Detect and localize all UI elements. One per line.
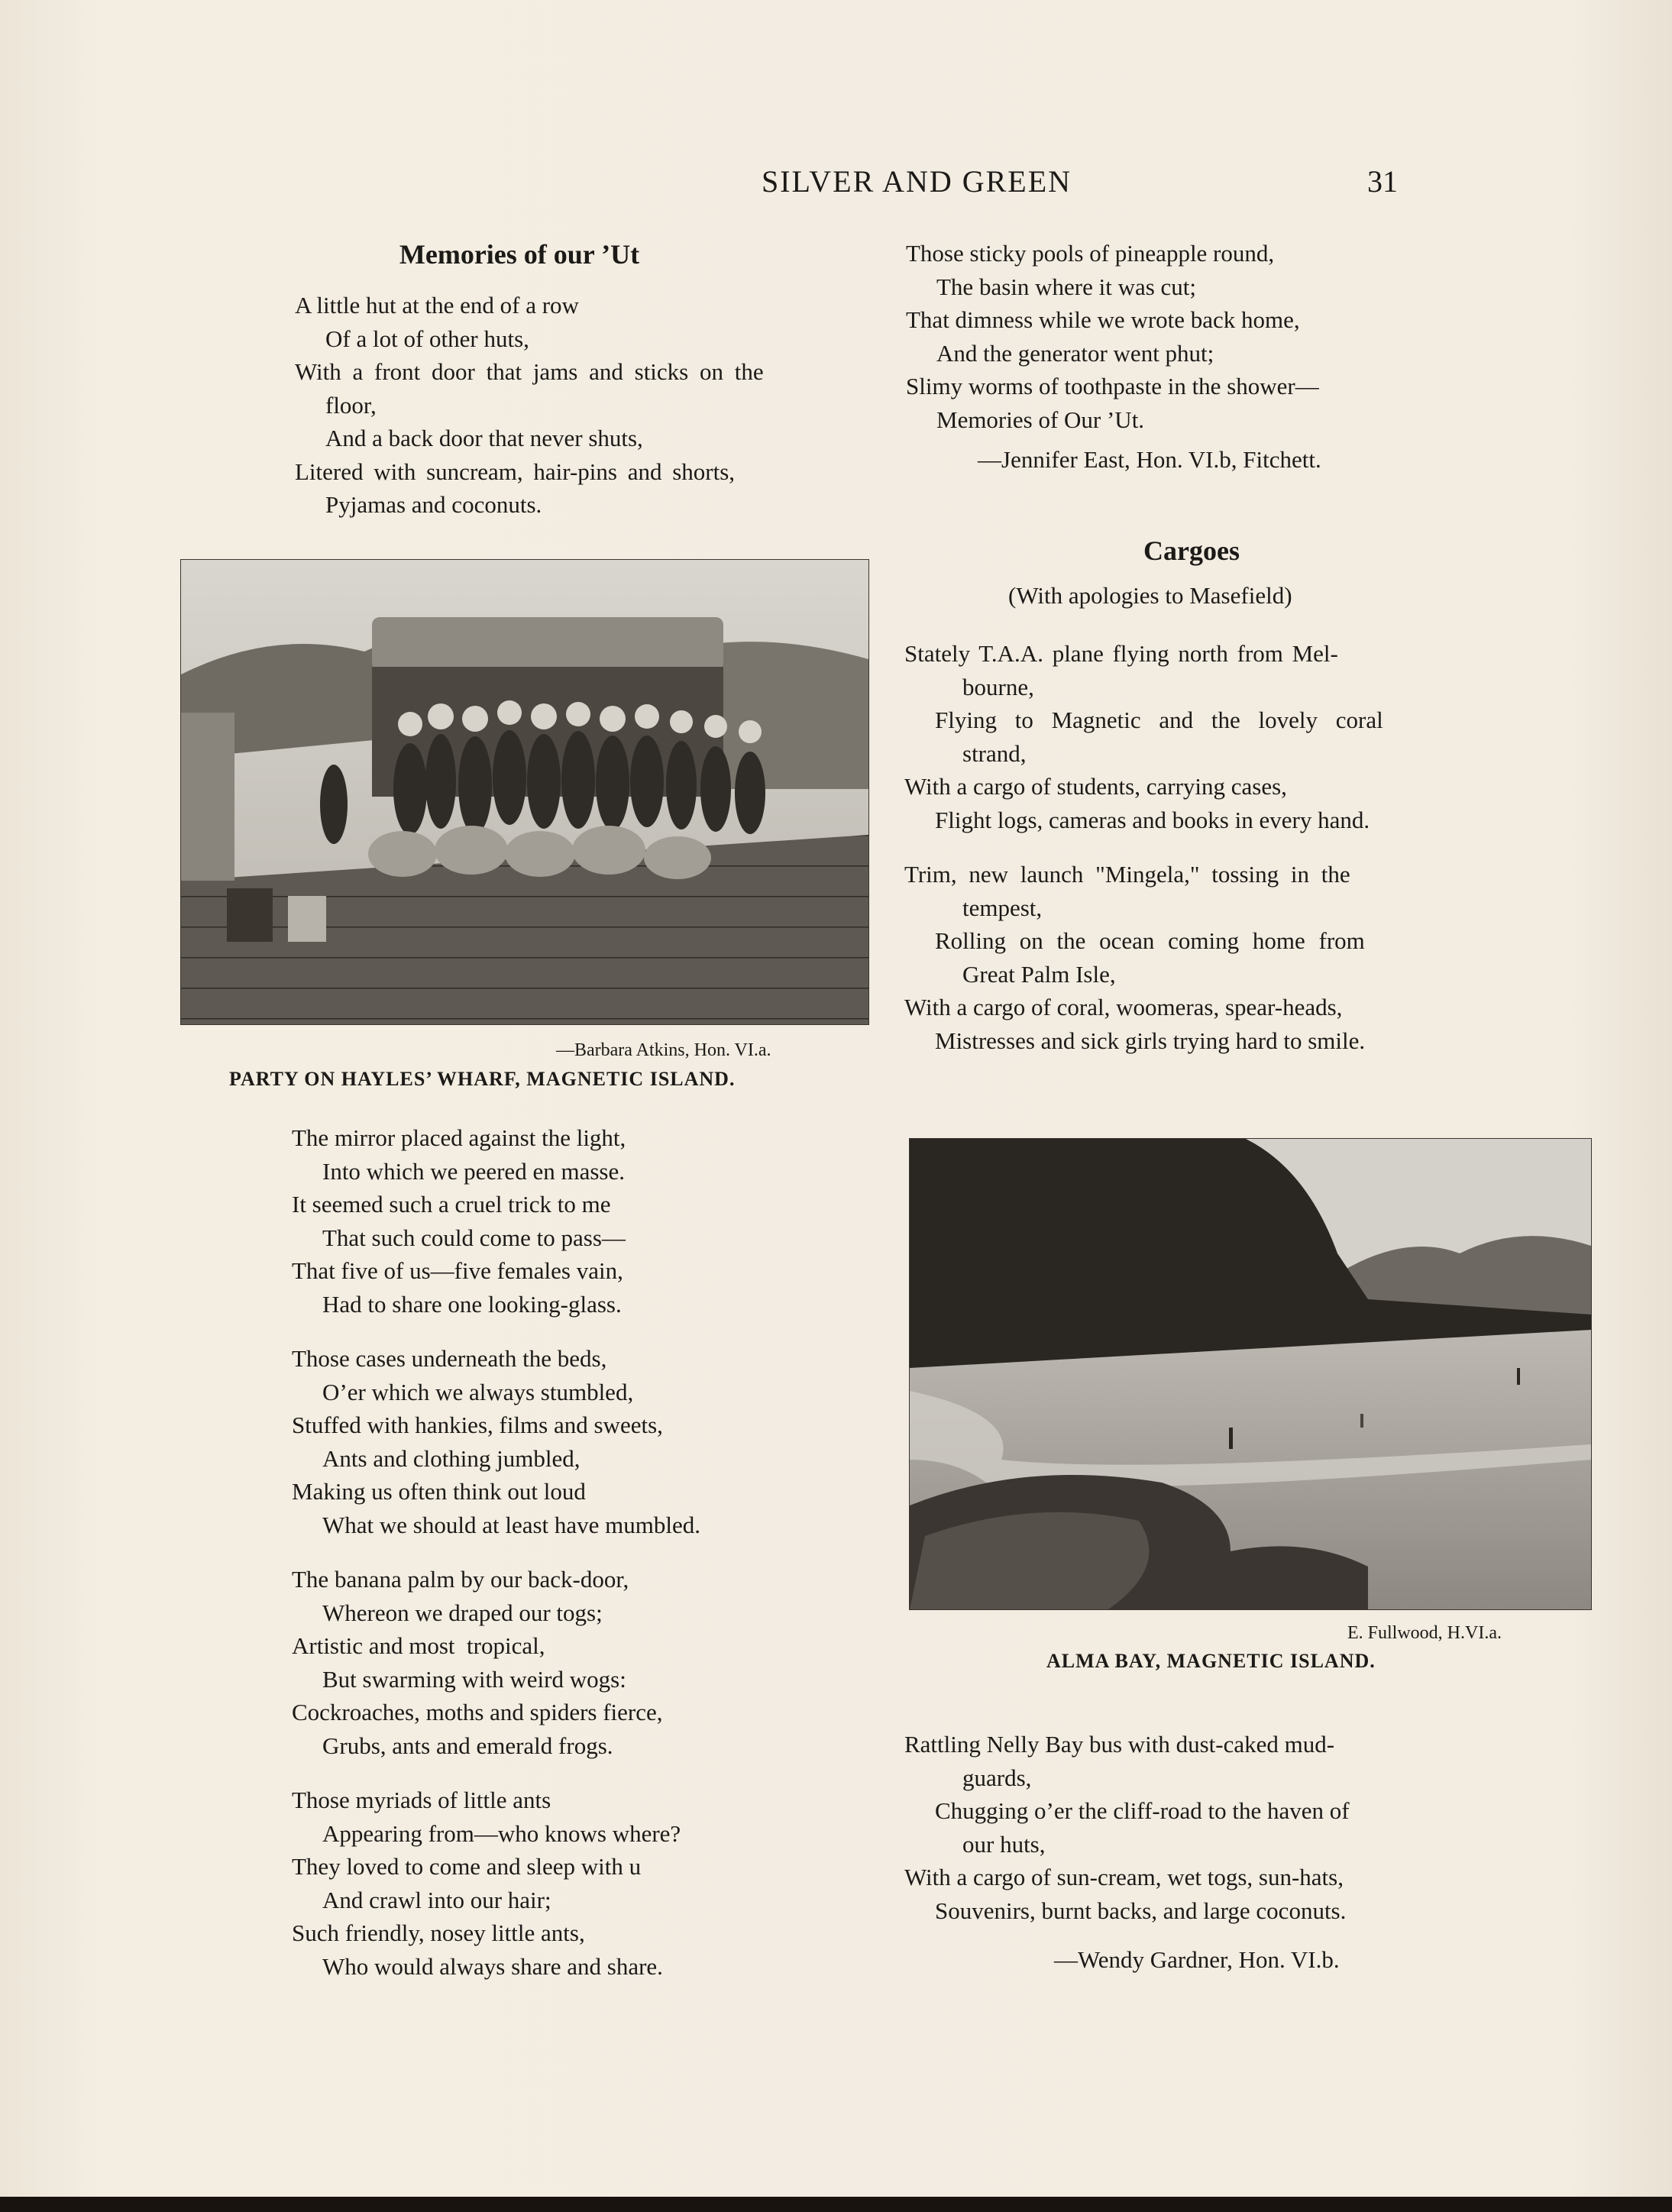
poem-line: And the generator went phut; xyxy=(936,339,1214,367)
poem-line: Such friendly, nosey little ants, xyxy=(292,1919,585,1946)
poem-line: Stately T.A.A. plane flying north from Mel- xyxy=(904,640,1338,667)
poem-line: floor, xyxy=(325,391,377,419)
poem1-attribution: —Jennifer East, Hon. VI.b, Fitchett. xyxy=(978,446,1321,473)
poem-line: Litered with suncream, hair-pins and shorts, xyxy=(295,458,736,485)
poem-line: Great Palm Isle, xyxy=(962,960,1116,988)
poem-line: Had to share one looking-glass. xyxy=(322,1290,622,1318)
poem-line: Cockroaches, moths and spiders fierce, xyxy=(292,1699,663,1725)
poem-line: Flying to Magnetic and the lovely coral xyxy=(935,707,1383,733)
page-number: 31 xyxy=(1367,164,1398,199)
poem-line: Who would always share and share. xyxy=(322,1952,663,1980)
poem1-stanza6 xyxy=(906,237,1319,436)
poem-line: What we should at least have mumbled. xyxy=(322,1511,701,1538)
poem-line: And crawl into our hair; xyxy=(322,1886,551,1913)
poem-line: Artistic and most tropical, xyxy=(292,1632,545,1659)
poem1-stanza3 xyxy=(292,1342,700,1541)
poem-line: Making us often think out loud xyxy=(292,1478,586,1505)
poem2-stanza1 xyxy=(904,637,1383,836)
poem-line: Souvenirs, burnt backs, and large coconuts. xyxy=(935,1897,1347,1924)
poem-line: The basin where it was cut; xyxy=(936,273,1197,300)
poem-line: Rattling Nelly Bay bus with dust-caked mud- xyxy=(904,1731,1335,1758)
poem-line: With a cargo of sun-cream, wet togs, sun-hats, xyxy=(904,1864,1344,1890)
poem2-stanza2 xyxy=(904,858,1383,1057)
poem-line: Those sticky pools of pineapple round, xyxy=(906,240,1275,267)
poem-line: They loved to come and sleep with u xyxy=(292,1853,642,1880)
poem-line: O’er which we always stumbled, xyxy=(322,1378,634,1405)
poem2-stanza3 xyxy=(904,1728,1350,1927)
photo1-caption: PARTY ON HAYLES’ WHARF, MAGNETIC ISLAND. xyxy=(229,1068,736,1090)
poem1-stanza2 xyxy=(292,1121,700,1321)
poem1-stanza4 xyxy=(292,1563,700,1762)
poem-line: The banana palm by our back-door, xyxy=(292,1566,629,1593)
poem-line: Appearing from—who knows where? xyxy=(322,1819,681,1847)
poem1-stanza1 xyxy=(295,289,764,522)
poem-line: That such could come to pass— xyxy=(322,1224,626,1251)
poem-line: Those cases underneath the beds, xyxy=(292,1345,607,1372)
poem-line: Pyjamas and coconuts. xyxy=(325,491,542,518)
poem-line: Stuffed with hankies, films and sweets, xyxy=(292,1412,663,1438)
poem-line: Rolling on the ocean coming home from xyxy=(935,927,1365,954)
poem-line: Into which we peered en masse. xyxy=(322,1157,625,1185)
poem1-stanzas-left xyxy=(292,1121,700,2004)
poem-line: our huts, xyxy=(962,1830,1046,1858)
poem-line: tempest, xyxy=(962,894,1043,921)
poem1-title: Memories of our ’Ut xyxy=(399,239,640,270)
poem-line: With a front door that jams and sticks on the xyxy=(295,358,764,385)
poem-line: And a back door that never shuts, xyxy=(325,425,643,451)
photo2-caption: ALMA BAY, MAGNETIC ISLAND. xyxy=(1046,1650,1376,1672)
poem-line: That dimness while we wrote back home, xyxy=(906,306,1300,333)
poem-line: Whereon we draped our togs; xyxy=(322,1599,603,1626)
poem-line: But swarming with weird wogs: xyxy=(322,1665,626,1693)
poem1-stanza5 xyxy=(292,1784,700,1983)
poem2-top-stanzas xyxy=(904,637,1383,1079)
poem-line: With a cargo of students, carrying cases, xyxy=(904,773,1287,800)
poem-line: Ants and clothing jumbled, xyxy=(322,1444,581,1472)
poem-line: Slimy worms of toothpaste in the shower— xyxy=(906,373,1319,399)
poem-line: Of a lot of other huts, xyxy=(325,325,529,352)
poem-line: That five of us—five females vain, xyxy=(292,1257,623,1284)
poem-line: Those myriads of little ants xyxy=(292,1787,551,1813)
poem-line: Memories of Our ’Ut. xyxy=(936,406,1145,433)
photo2-credit: E. Fullwood, H.VI.a. xyxy=(1347,1623,1502,1643)
poem2-title: Cargoes xyxy=(1143,535,1240,566)
poem-line: The mirror placed against the light, xyxy=(292,1124,626,1151)
poem-line: Flight logs, cameras and books in every hand. xyxy=(935,806,1370,833)
photo1-credit: —Barbara Atkins, Hon. VI.a. xyxy=(556,1040,771,1060)
running-head: SILVER AND GREEN xyxy=(761,164,1072,199)
poem-line: Grubs, ants and emerald frogs. xyxy=(322,1732,613,1759)
scan-edge xyxy=(0,2197,1672,2212)
poem-line: bourne, xyxy=(962,673,1034,700)
poem-line: A little hut at the end of a row xyxy=(295,292,579,319)
poem-line: guards, xyxy=(962,1764,1032,1791)
photo-alma-bay xyxy=(909,1138,1592,1610)
poem-line: It seemed such a cruel trick to me xyxy=(292,1191,611,1218)
photo-party-on-wharf xyxy=(180,559,869,1025)
poem-line: strand, xyxy=(962,739,1027,767)
poem-line: With a cargo of coral, woomeras, spear-heads, xyxy=(904,994,1343,1020)
poem2-attribution: —Wendy Gardner, Hon. VI.b. xyxy=(1054,1946,1340,1973)
poem-line: Chugging o’er the cliff-road to the haven of xyxy=(935,1797,1350,1824)
poem-line: Trim, new launch "Mingela," tossing in the xyxy=(904,861,1350,888)
poem2-subtitle: (With apologies to Masefield) xyxy=(1008,582,1292,609)
poem-line: Mistresses and sick girls trying hard to smile. xyxy=(935,1027,1366,1054)
